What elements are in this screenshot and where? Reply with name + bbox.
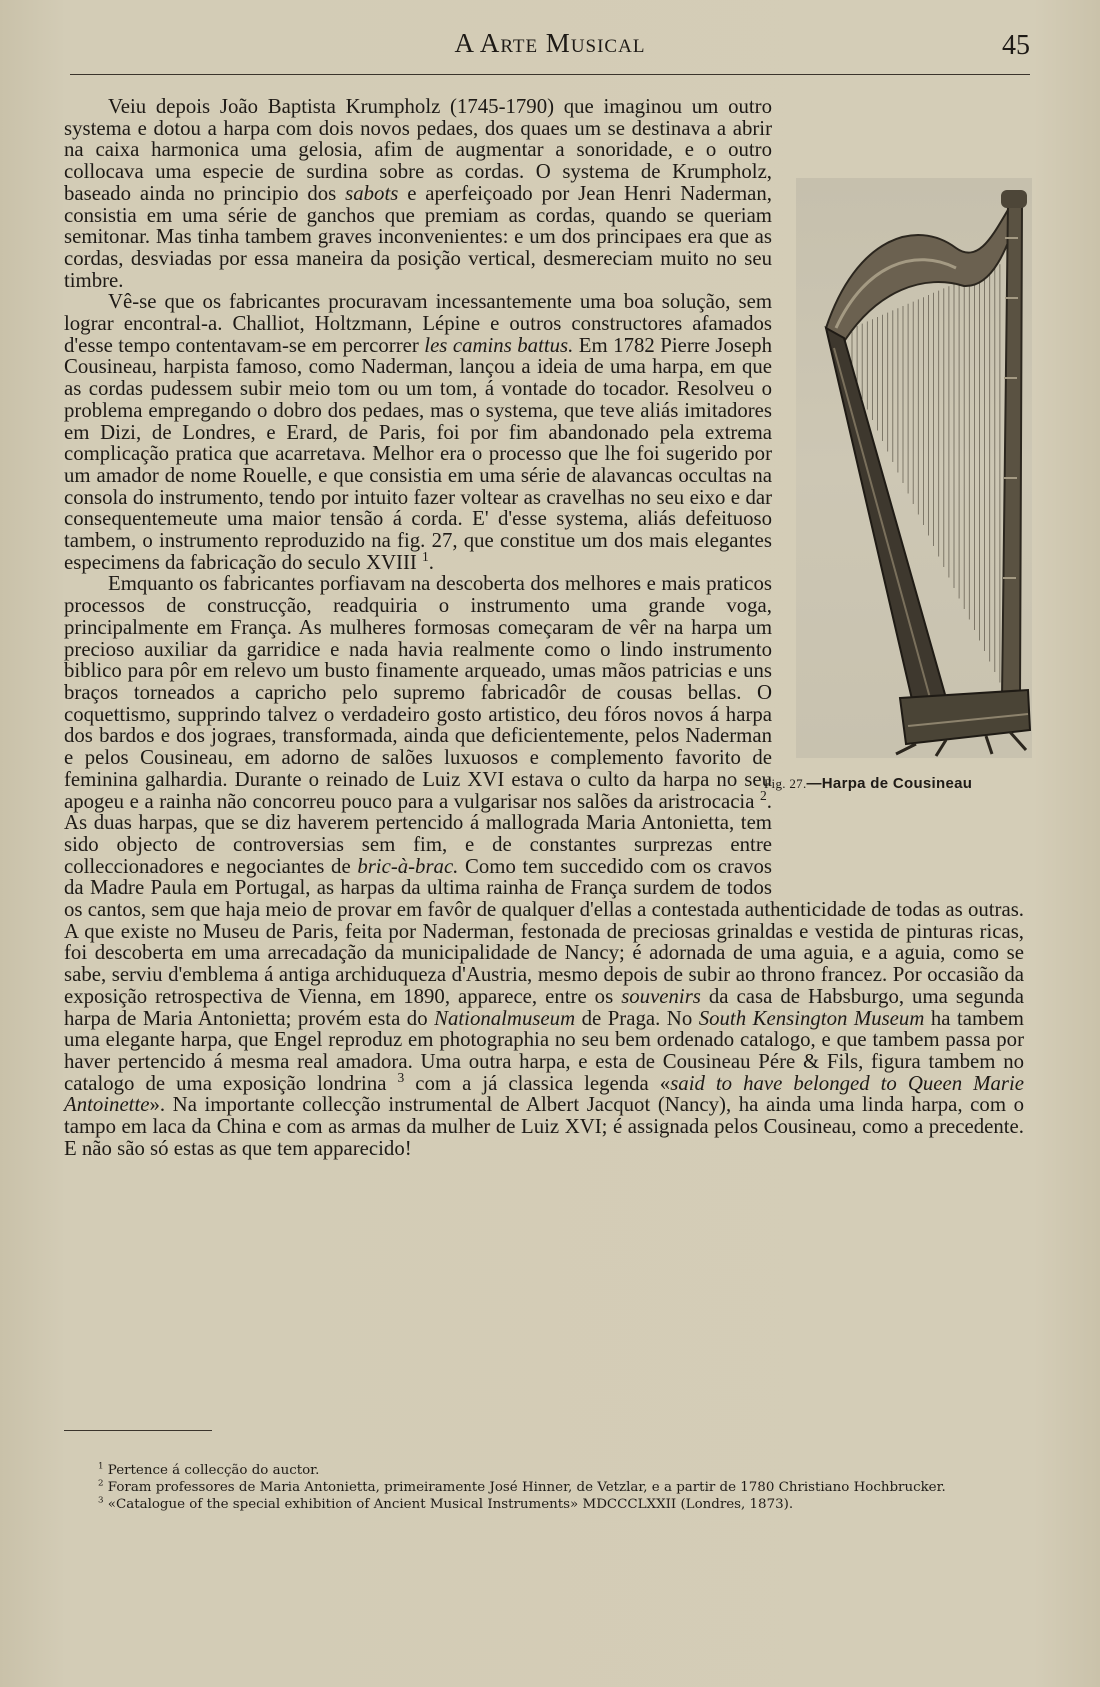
footnote-ref: 2 <box>760 787 767 803</box>
footnote-text: «Catalogue of the special exhibition of Ancient Musical Instruments» MDCCCLXXII (Londres, 1873). <box>103 1497 794 1512</box>
text-run: said to have belonged to Queen Marie Antoinette <box>64 1071 1024 1117</box>
harp-illustration <box>796 178 1032 758</box>
text-run: ». Na importante collecção instrumental de Albert Jacquot (Nancy), ha ainda uma linda harpa, com o tampo em laca da China e com as armas da mulher de Luiz XVI; é assignada pelos Cousineau, como a precedente. E não são só estas as que tem apparecido! <box>64 1093 1024 1160</box>
body-text <box>64 96 1024 1159</box>
footnote-ref: 1 <box>422 548 429 564</box>
header-rule <box>70 74 1030 75</box>
text-run: les camins battus. <box>424 333 574 357</box>
harp-column <box>1002 202 1022 698</box>
footnote <box>64 1496 1024 1513</box>
harp-neck <box>826 200 1022 348</box>
page-header <box>70 18 1030 78</box>
text-run: e aperfeiçoado por Jean Henri Naderman, consistia em uma série de ganchos que premiam as cordas, quando se queriam semitonar. Mas tinha tambem graves inconvenientes: e um dos principaes era que as cordas, desviadas por essa maneira da posição vertical, desmereciam muito no seu timbre. <box>64 181 772 292</box>
text-run: sabots <box>345 181 399 205</box>
text-run: com a já classica legenda « <box>404 1071 671 1095</box>
text-run: ha tambem uma elegante harpa, que Engel reproduz em photographia no seu bem ordenado catalogo, e que tambem passa por haver pertencido á mesma real amadora. Uma outra harpa, e esta de Cousineau Pére & Fils, figura tambem no catalogo de uma exposição londrina <box>64 1006 1024 1095</box>
text-run: da casa de Habsburgo, uma segunda harpa de Maria Antonietta; provém esta do <box>64 984 1025 1030</box>
footnote <box>64 1462 1024 1479</box>
text-run: Em 1782 Pierre Joseph Cousineau, harpista famoso, como Naderman, lançou a ideia de uma harpa, em que as cordas pudessem subir meio tom ou um tom, á vontade do tocador. Resolveu o problema empregando o dobro dos pedaes, mas o systema, que teve aliás imitadores em Dizi, de Londres, e Erard, de Paris, foi por fim abandonado pela extrema complicação pratica que acarretava. Melhor era o processo que lhe foi sugerido por um amador de nome Rouelle, e que consistia em uma série de alavancas occultas na consola do instrumento, tendo por intuito fazer voltear as cravelhas no seu eixo e dar consequentemeute uma maior tensão á corda. E' d'esse systema, aliás defeituoso tambem, o instrumento reproduzido na fig. 27, que constitue um dos mais elegantes especimens da fabricação do seculo XVIII <box>64 333 772 574</box>
text-run: bric-à-brac. <box>357 854 459 878</box>
footnotes <box>64 1462 1024 1513</box>
text-run: Vê-se que os fabricantes procuravam incessantemente uma boa solução, sem lograr encontral-a. Challiot, Holtzmann, Lépine e outros constructores afamados d'esse tempo contentavam-se em percorrer <box>64 290 772 357</box>
running-title: A Arte Musical <box>454 28 646 58</box>
text-run: . <box>428 550 434 574</box>
footnote-rule <box>64 1430 212 1431</box>
footnote-mark: 3 <box>98 1495 104 1506</box>
footnote-mark: 2 <box>98 1478 104 1489</box>
footnote-text: Foram professores de Maria Antonietta, primeiramente José Hinner, de Vetzlar, e a partir de 1780 Christiano Hochbrucker. <box>103 1480 946 1495</box>
footnote-mark: 1 <box>98 1461 104 1472</box>
figure-caption <box>764 773 1039 795</box>
figure-label: Fig. 27. <box>764 776 807 791</box>
figure-27 <box>764 172 1032 890</box>
text-run: Como tem succedido com os cravos da Madre Paula em Portugal, as harpas da ultima rainha de França surdem de todos os cantos, sem que haja meio de provar em favôr de qualquer d'ellas a contestada authenticidade de todas as outras. A que existe no Museu de Paris, feita por Naderman, festonada de preciosas grinaldas e vestida de pinturas ricas, foi descoberta em uma arrecadação da municipalidade de Nancy; é adornada de uma aguia, e a aguia, como se sabe, serviu d'emblema á antiga archiduqueza d'Austria, mesmo depois de subir ao throno francez. Por occasião da exposição retrospectiva de Vienna, em 1890, apparece, entre os <box>64 854 1024 1008</box>
text-run: de Praga. No <box>575 1006 699 1030</box>
figure-caption-text: —Harpa de Cousineau <box>806 775 973 792</box>
text-run: Emquanto os fabricantes porfiavam na descoberta dos melhores e mais praticos processos de construcção, readquiria o instrumento uma grande voga, principalmente em França. As mulheres formosas começaram de vêr na harpa um precioso auxiliar da garridice e nada havia realmente como o lindo instrumento biblico para pôr em relevo um busto finamente arqueado, umas mãos patricias e uns braços torneados a capricho pelo supremo fabricadôr de cousas bellas. O coquettismo, supprindo talvez o verdadeiro gosto artistico, deu fóros novos á harpa dos bardos e dos jograes, transformada, ainda que deficientemente, pelos Naderman e pelos Cousineau, em adorno de salões luxuosos e complemento favorito de feminina galhardia. Durante o reinado de Luiz XVI estava o culto da harpa no seu apogeu e a rainha não concorreu pouco para a vulgarisar nos salões da aristrocacia <box>64 572 772 813</box>
text-run: South Kensington Museum <box>698 1006 925 1030</box>
footnote <box>64 1479 1024 1496</box>
footnote-ref: 3 <box>397 1069 405 1085</box>
footnote-text: Pertence á collecção do auctor. <box>103 1463 320 1478</box>
harp-base <box>900 690 1030 744</box>
text-run: souvenirs <box>621 984 701 1008</box>
text-run: Nationalmuseum <box>434 1006 576 1030</box>
page-number: 45 <box>1002 30 1030 61</box>
text-run: . As duas harpas, que se diz haverem pertencido á mallograda Maria Antonietta, tem sido objecto de controversias sem fim, e de constantes surprezas entre colleccionadores e negociantes de <box>64 789 772 878</box>
text-run: Veiu depois João Baptista Krumpholz (1745-1790) que imaginou um outro systema e dotou a harpa com dois novos pedaes, dos quaes um se destinava a abrir na caixa harmonica uma gelosia, afim de augmentar a sonoridade, e o outro collocava uma especie de surdina sobre as cordas. O systema de Krumpholz, baseado ainda no principio dos <box>64 95 772 205</box>
